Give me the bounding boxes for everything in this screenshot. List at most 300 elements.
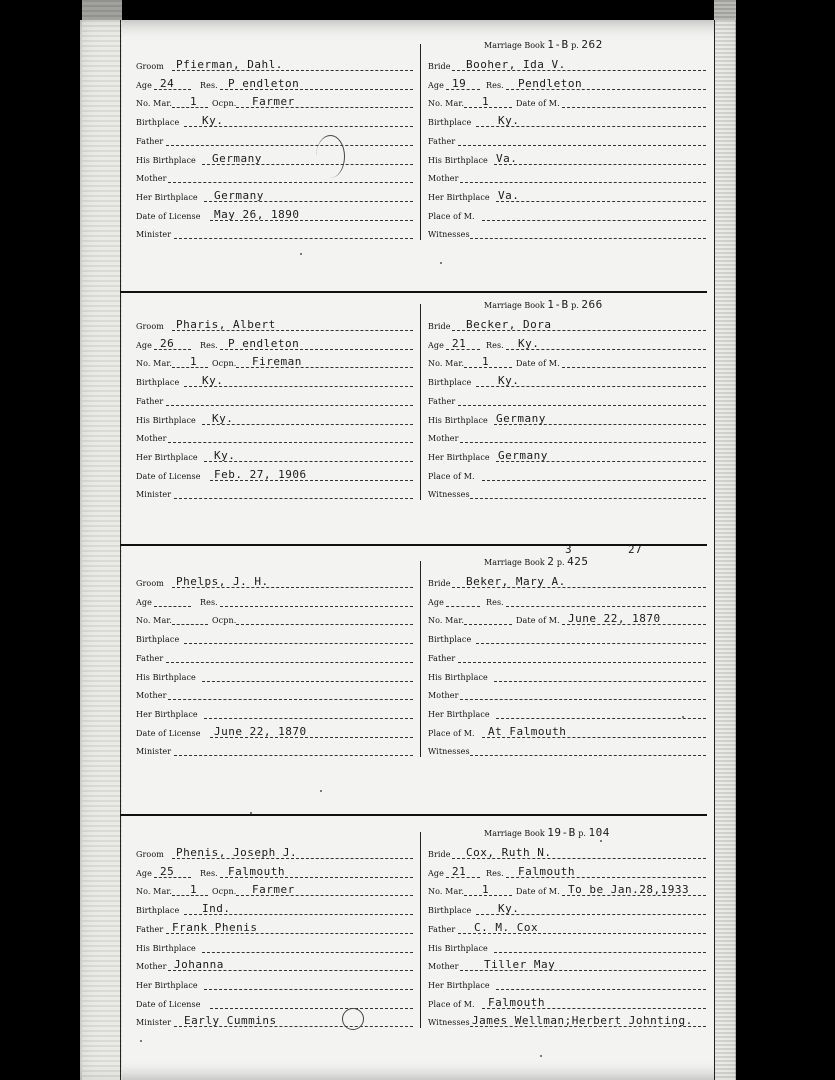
page-label: p. <box>568 301 582 310</box>
field-rule <box>496 718 706 719</box>
form-row <box>136 393 413 409</box>
form-row <box>428 486 706 502</box>
field-value-birthplace: Ky. <box>498 902 520 916</box>
form-row <box>428 77 706 93</box>
form-row <box>428 95 706 111</box>
field-rule <box>172 624 208 625</box>
page-value: 425 <box>567 555 589 568</box>
pen-mark-2 <box>342 1008 364 1030</box>
field-rule <box>154 606 191 607</box>
field-label: No. Mar. <box>136 359 173 369</box>
field-value-ocpn: Farmer <box>252 95 295 109</box>
field-label: Age <box>428 340 444 350</box>
form-row <box>136 902 413 918</box>
field-value-res: Pendleton <box>518 76 583 90</box>
field-label: No. Mar. <box>428 359 465 369</box>
form-row <box>428 902 706 918</box>
field-value-her-birthplace: Germany <box>498 448 548 462</box>
field-label: Groom <box>136 850 164 859</box>
field-label: Age <box>428 868 444 878</box>
field-label: His Birthplace <box>136 415 196 425</box>
field-value-place-of-m: At Falmouth <box>488 724 567 738</box>
field-label: Mother <box>136 434 167 444</box>
field-rule <box>460 182 706 183</box>
form-row <box>428 412 706 428</box>
field-value-no-mar: 1 <box>190 95 198 109</box>
field-label: Ocpn. <box>212 887 237 897</box>
field-rule <box>202 424 413 425</box>
field-label: Mother <box>136 691 167 701</box>
marriage-book-value: 2 <box>547 555 555 568</box>
field-label: No. Mar. <box>136 616 173 626</box>
page-value: 266 <box>581 298 603 311</box>
field-label: Res. <box>486 868 504 878</box>
marriage-book-line <box>484 298 603 311</box>
form-row <box>428 940 706 956</box>
form-row <box>428 865 706 881</box>
field-label: Place of M. <box>428 999 475 1009</box>
field-value-age: 25 <box>160 864 175 878</box>
field-label: Birthplace <box>428 906 472 916</box>
field-value-birthplace: Ky. <box>498 114 520 128</box>
field-rule <box>168 182 413 183</box>
field-rule <box>494 681 706 682</box>
form-row <box>428 318 706 334</box>
form-row <box>136 575 413 591</box>
field-label: Mother <box>428 174 459 184</box>
scan-speck <box>600 840 602 842</box>
field-label: Age <box>428 597 444 607</box>
field-label: Father <box>428 396 456 406</box>
field-rule <box>174 238 413 239</box>
form-row <box>136 374 413 390</box>
field-label: Her Birthplace <box>136 709 198 719</box>
form-row <box>428 133 706 149</box>
field-label: Date of License <box>136 999 201 1009</box>
field-label: Bride <box>428 322 451 331</box>
form-row <box>428 575 706 591</box>
field-label: Mother <box>136 962 167 972</box>
field-label: Minister <box>136 1018 172 1028</box>
field-label: Res. <box>200 340 218 350</box>
field-label: Birthplace <box>136 906 180 916</box>
form-row <box>136 996 413 1012</box>
field-label: Place of M. <box>428 211 475 221</box>
field-rule <box>166 662 413 663</box>
field-label: His Birthplace <box>136 943 196 953</box>
marriage-book-value: 1-B <box>547 298 569 311</box>
form-row <box>428 152 706 168</box>
form-row <box>428 1014 706 1030</box>
field-rule <box>460 442 706 443</box>
field-value-date-of-license: May 26, 1890 <box>214 207 300 221</box>
field-value-her-birthplace: Germany <box>214 188 264 202</box>
form-row <box>136 743 413 759</box>
record-column-divider <box>420 304 421 500</box>
field-label: His Birthplace <box>136 155 196 165</box>
form-row <box>428 58 706 74</box>
field-rule <box>506 606 706 607</box>
field-rule <box>168 442 413 443</box>
field-label: Minister <box>136 747 172 757</box>
field-value-age: 19 <box>452 76 467 90</box>
marriage-book-line <box>484 555 589 568</box>
field-value-no-mar: 1 <box>482 95 490 109</box>
form-row <box>136 687 413 703</box>
form-row <box>428 430 706 446</box>
field-rule <box>174 755 413 756</box>
field-rule <box>446 606 480 607</box>
marriage-book-label: Marriage Book <box>484 41 548 50</box>
scan-speck <box>440 262 442 264</box>
form-row <box>136 725 413 741</box>
field-label: Place of M. <box>428 728 475 738</box>
scan-speck <box>300 253 302 255</box>
form-row <box>136 170 413 186</box>
form-row <box>428 883 706 899</box>
field-label: Date of M. <box>516 359 560 369</box>
field-label: Age <box>136 597 152 607</box>
field-rule <box>168 699 413 700</box>
field-label: Age <box>136 868 152 878</box>
form-row <box>136 940 413 956</box>
form-row <box>136 152 413 168</box>
page-value: 104 <box>588 826 610 839</box>
field-label: Her Birthplace <box>136 452 198 462</box>
field-value-her-birthplace: Ky. <box>214 448 236 462</box>
field-value-witnesses: James Wellman;Herbert Johnting. <box>472 1014 693 1028</box>
field-rule <box>202 681 413 682</box>
field-value-bride: Becker, Dora <box>466 318 552 331</box>
field-label: Father <box>136 653 164 663</box>
field-label: Date of M. <box>516 99 560 109</box>
field-label: Her Birthplace <box>136 192 198 202</box>
field-label: Birthplace <box>428 635 472 645</box>
field-rule <box>174 498 413 499</box>
field-rule <box>482 480 706 481</box>
field-rule <box>470 498 706 499</box>
field-value-age: 24 <box>160 76 175 90</box>
marriage-book-value: 1-B <box>547 38 569 51</box>
form-row <box>428 631 706 647</box>
field-label: Res. <box>486 597 504 607</box>
field-rule <box>470 755 706 756</box>
form-row <box>136 58 413 74</box>
form-row <box>136 412 413 428</box>
field-value-date-of-m: To be Jan.28,1933 <box>568 883 690 897</box>
marriage-book-label: Marriage Book <box>484 558 548 567</box>
field-rule <box>236 624 413 625</box>
field-label: Birthplace <box>428 378 472 388</box>
field-value-groom: Phelps, J. H. <box>176 575 269 588</box>
form-row <box>428 374 706 390</box>
field-label: No. Mar. <box>136 887 173 897</box>
form-row <box>428 208 706 224</box>
field-label: Her Birthplace <box>428 709 490 719</box>
field-label: Birthplace <box>136 378 180 388</box>
field-value-birthplace: Ky. <box>202 114 224 128</box>
form-row <box>136 883 413 899</box>
field-label: Groom <box>136 322 164 331</box>
field-value-place-of-m: Falmouth <box>488 995 545 1009</box>
field-label: Father <box>136 924 164 934</box>
field-rule <box>494 952 706 953</box>
field-label: Res. <box>200 868 218 878</box>
form-row <box>136 114 413 130</box>
field-rule <box>496 201 706 202</box>
field-value-res: P endleton <box>228 76 300 90</box>
field-rule <box>476 643 706 644</box>
field-label: Date of M. <box>516 887 560 897</box>
field-rule <box>482 220 706 221</box>
form-row <box>136 226 413 242</box>
form-row <box>428 170 706 186</box>
form-row <box>136 337 413 353</box>
field-label: Witnesses <box>428 1018 470 1028</box>
field-label: Bride <box>428 850 451 859</box>
scan-speck <box>250 812 252 814</box>
field-value-age: 21 <box>452 864 467 878</box>
scan-speck <box>320 790 322 792</box>
field-value-his-birthplace: Germany <box>496 411 546 425</box>
field-value-date-of-license: June 22, 1870 <box>214 724 307 738</box>
form-row <box>428 977 706 993</box>
form-row <box>136 468 413 484</box>
field-rule <box>204 718 413 719</box>
field-value-date-of-license: Feb. 27, 1906 <box>214 467 307 481</box>
field-rule <box>562 107 706 108</box>
field-rule <box>464 624 512 625</box>
form-row <box>136 865 413 881</box>
field-label: Witnesses <box>428 230 470 240</box>
field-value-res: Falmouth <box>228 864 285 878</box>
field-value-her-birthplace: Va. <box>498 188 520 202</box>
field-value-date-of-m: June 22, 1870 <box>568 612 661 626</box>
field-label: Ocpn. <box>212 616 237 626</box>
form-row <box>136 631 413 647</box>
field-label: Groom <box>136 62 164 71</box>
field-label: No. Mar. <box>428 887 465 897</box>
form-row <box>136 133 413 149</box>
field-value-res: P endleton <box>228 336 300 350</box>
field-label: Mother <box>136 174 167 184</box>
field-label: Date of License <box>136 211 201 221</box>
field-label: Birthplace <box>136 635 180 645</box>
field-label: Mother <box>428 691 459 701</box>
form-row <box>136 846 413 862</box>
field-value-res: Ky. <box>518 336 540 350</box>
field-value-minister: Early Cummins <box>184 1014 277 1028</box>
record-column-divider <box>420 832 421 1028</box>
form-row <box>136 208 413 224</box>
field-label: His Birthplace <box>428 155 488 165</box>
field-value-birthplace: Ind. <box>202 902 231 916</box>
field-label: Bride <box>428 579 451 588</box>
marriage-book-line <box>484 826 610 839</box>
field-label: His Birthplace <box>428 415 488 425</box>
field-label: Birthplace <box>136 118 180 128</box>
form-row <box>136 430 413 446</box>
form-row <box>136 189 413 205</box>
field-label: Age <box>428 80 444 90</box>
field-label: Father <box>136 396 164 406</box>
pen-mark <box>316 135 345 178</box>
form-row <box>136 1014 413 1030</box>
field-label: Res. <box>486 80 504 90</box>
field-label: His Birthplace <box>428 943 488 953</box>
field-rule <box>220 606 413 607</box>
field-label: Date of License <box>136 471 201 481</box>
field-value-bride: Booher, Ida V. <box>466 58 566 71</box>
field-label: Father <box>428 653 456 663</box>
field-label: No. Mar. <box>428 99 465 109</box>
field-rule <box>458 145 706 146</box>
scan-edge-left <box>82 0 122 1080</box>
field-value-bride: Beker, Mary A. <box>466 575 566 588</box>
field-value-groom: Pharis, Albert <box>176 318 276 331</box>
field-value-age: 26 <box>160 336 175 350</box>
field-label: Father <box>428 136 456 146</box>
scan-speck <box>540 1055 542 1057</box>
form-row <box>136 355 413 371</box>
field-rule <box>202 952 413 953</box>
field-value-his-birthplace: Va. <box>496 151 518 165</box>
page-label: p. <box>568 41 582 50</box>
record-divider-1 <box>120 291 707 293</box>
form-row <box>136 650 413 666</box>
field-label: Birthplace <box>428 118 472 128</box>
field-label: Date of M. <box>516 616 560 626</box>
field-value-birthplace: Ky. <box>498 374 520 388</box>
page-label: p. <box>575 829 589 838</box>
field-label: Age <box>136 340 152 350</box>
field-label: His Birthplace <box>136 672 196 682</box>
field-label: Age <box>136 80 152 90</box>
field-label: Her Birthplace <box>428 980 490 990</box>
form-row <box>136 594 413 610</box>
field-value-ocpn: Farmer <box>252 883 295 897</box>
right-margin-line <box>714 20 715 1080</box>
field-label: No. Mar. <box>428 616 465 626</box>
form-row <box>136 706 413 722</box>
form-row <box>428 612 706 628</box>
form-row <box>136 921 413 937</box>
field-rule <box>494 164 706 165</box>
field-value-no-mar: 1 <box>482 883 490 897</box>
scan-speck <box>682 716 684 718</box>
form-row <box>428 650 706 666</box>
left-margin-line <box>120 20 121 1080</box>
field-label: Place of M. <box>428 471 475 481</box>
field-label: Witnesses <box>428 490 470 500</box>
scan-speck <box>140 1040 142 1042</box>
field-value-res: Falmouth <box>518 864 575 878</box>
form-row <box>428 687 706 703</box>
page-label: p. <box>554 558 568 567</box>
page-value: 262 <box>581 38 603 51</box>
record-column-divider <box>420 44 421 240</box>
field-label: Minister <box>136 230 172 240</box>
field-rule <box>470 238 706 239</box>
form-row <box>136 449 413 465</box>
field-value-no-mar: 1 <box>190 355 198 369</box>
field-label: Her Birthplace <box>136 980 198 990</box>
form-row <box>428 958 706 974</box>
form-row <box>136 77 413 93</box>
field-value-no-mar: 1 <box>482 355 490 369</box>
field-value-age: 21 <box>452 336 467 350</box>
form-row <box>136 977 413 993</box>
field-value-bride: Cox, Ruth N. <box>466 846 552 859</box>
field-label: Mother <box>428 434 459 444</box>
record-divider-3 <box>120 814 707 816</box>
form-row <box>136 318 413 334</box>
field-label: Minister <box>136 490 172 500</box>
marriage-book-label: Marriage Book <box>484 301 548 310</box>
form-row <box>428 725 706 741</box>
form-row <box>428 846 706 862</box>
form-row <box>428 393 706 409</box>
field-value-birthplace: Ky. <box>202 374 224 388</box>
field-rule <box>166 405 413 406</box>
form-row <box>136 612 413 628</box>
scan-edge-right <box>714 0 736 1080</box>
form-row <box>428 669 706 685</box>
field-rule <box>458 405 706 406</box>
field-value-no-mar: 1 <box>190 883 198 897</box>
marriage-book-label: Marriage Book <box>484 829 548 838</box>
field-label: Her Birthplace <box>428 452 490 462</box>
form-row <box>428 468 706 484</box>
field-value-father: Frank Phenis <box>172 920 258 934</box>
field-label: Mother <box>428 962 459 972</box>
field-value-ocpn: Fireman <box>252 355 302 369</box>
record-divider-2 <box>120 544 707 546</box>
field-value-his-birthplace: Germany <box>212 151 262 165</box>
form-row <box>428 921 706 937</box>
form-row <box>136 95 413 111</box>
form-row <box>136 669 413 685</box>
form-row <box>428 594 706 610</box>
field-rule <box>184 643 413 644</box>
form-row <box>428 996 706 1012</box>
field-value-groom: Pfierman, Dahl. <box>176 58 283 71</box>
field-label: Her Birthplace <box>428 192 490 202</box>
form-row <box>136 958 413 974</box>
form-row <box>428 743 706 759</box>
field-label: Res. <box>200 597 218 607</box>
field-label: Ocpn. <box>212 99 237 109</box>
field-label: Res. <box>200 80 218 90</box>
form-row <box>428 449 706 465</box>
field-label: His Birthplace <box>428 672 488 682</box>
field-value-mother: Johanna <box>174 958 224 972</box>
form-row <box>428 226 706 242</box>
field-rule <box>460 699 706 700</box>
field-rule <box>166 145 413 146</box>
field-label: Bride <box>428 62 451 71</box>
field-label: Res. <box>486 340 504 350</box>
field-rule <box>562 367 706 368</box>
form-row <box>428 114 706 130</box>
field-label: Ocpn. <box>212 359 237 369</box>
field-label: Date of License <box>136 728 201 738</box>
form-row <box>428 189 706 205</box>
field-rule <box>210 1008 413 1009</box>
marriage-book-line <box>484 38 603 51</box>
field-value-his-birthplace: Ky. <box>212 411 234 425</box>
record-column-divider <box>420 561 421 757</box>
